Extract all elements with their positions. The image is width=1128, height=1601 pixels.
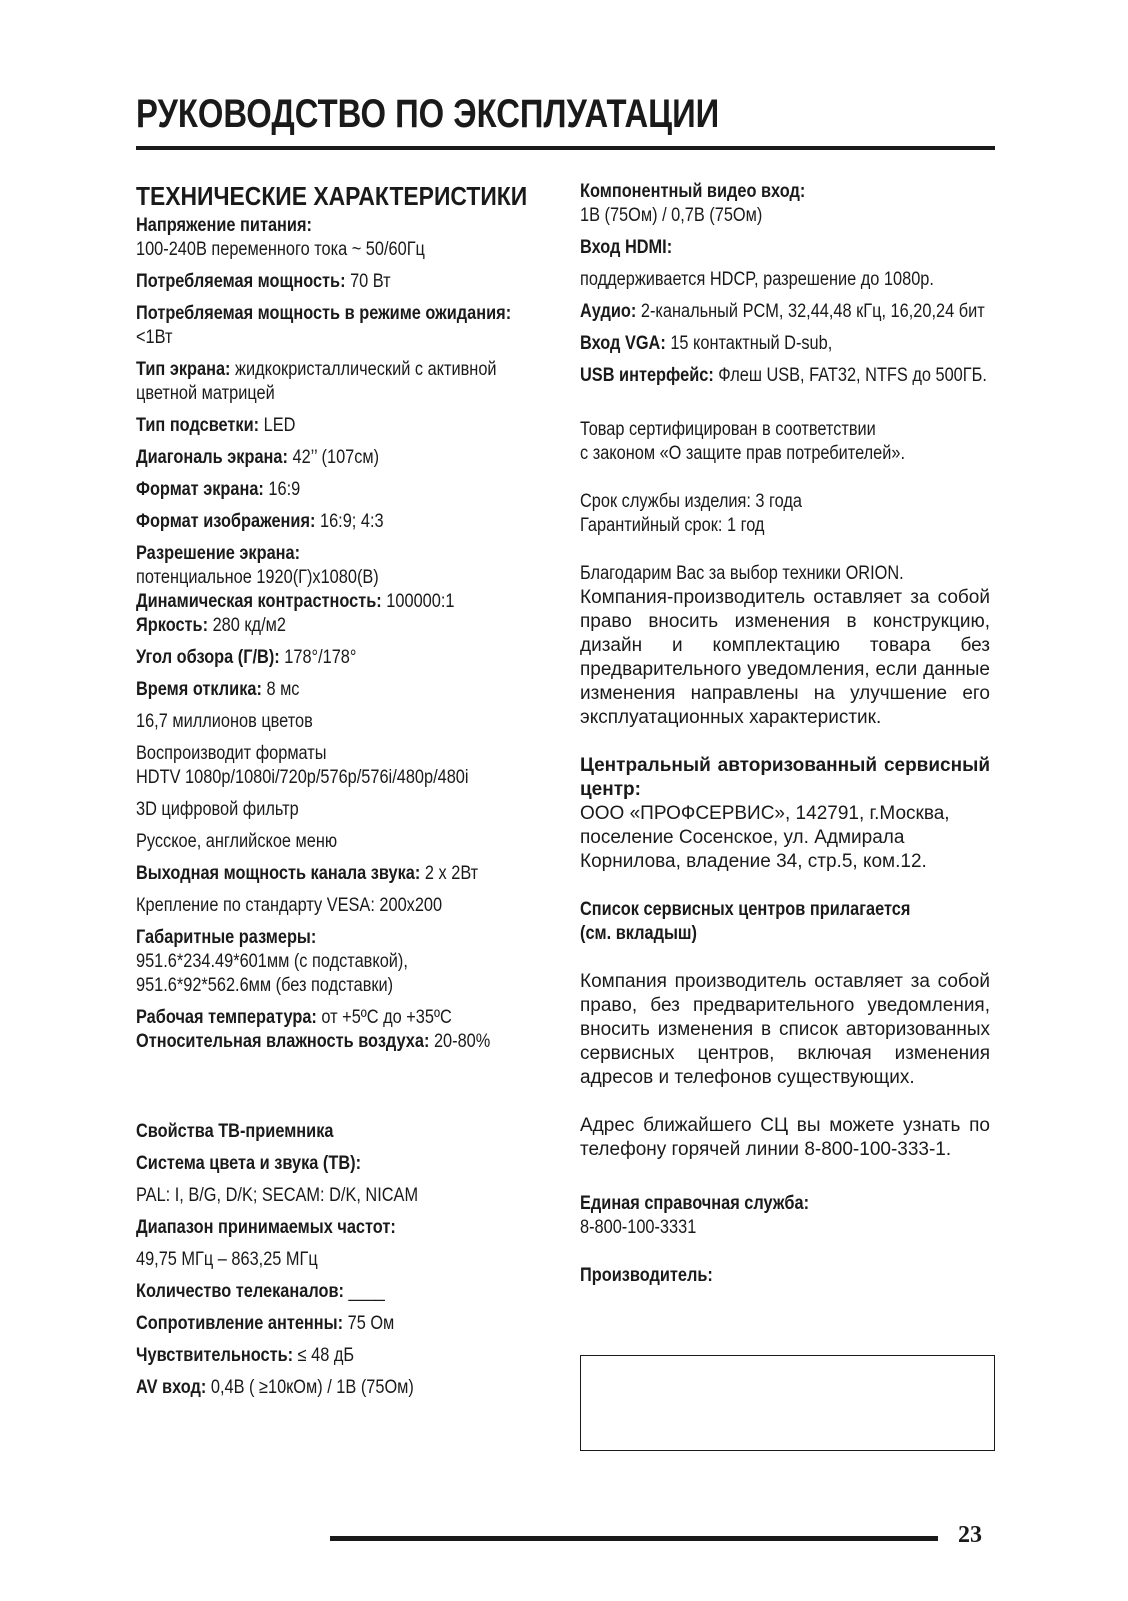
- consumption-label: Потребляемая мощность:: [136, 271, 346, 292]
- list-title-2: (см. вкладыш): [580, 923, 697, 944]
- sensitivity-label: Чувствительность:: [136, 1345, 294, 1366]
- page-title: РУКОВОДСТВО ПО ЭКСПЛУАТАЦИИ: [136, 92, 720, 136]
- resolution-value: потенциальное 1920(Г)x1080(В): [136, 567, 379, 588]
- response-row: [136, 678, 497, 702]
- screen-format-row: [136, 478, 497, 502]
- standby-label: Потребляемая мощность в режиме ожидания:: [136, 303, 512, 324]
- av-row: [136, 1376, 497, 1400]
- color-system-value: PAL: I, B/G, D/K; SECAM: D/K, NICAM: [136, 1185, 419, 1206]
- dims-value-1: 951.6*234.49*601мм (с подставкой),: [136, 951, 408, 972]
- list-text: Компания производитель оставляет за собой право, без предварительного уведомления, вносить изменения в список авторизованных сервисных центров, включая изменения адресов и телефонов существующих.: [580, 971, 990, 1088]
- thanks-text: Благодарим Вас за выбор техники ORION.: [580, 563, 904, 584]
- footer-divider: [330, 1536, 938, 1541]
- av-label: AV вход:: [136, 1377, 207, 1398]
- rights-text: Компания-производитель оставляет за собой право вносить изменения в конструкцию, дизайн и комплектацию товара без предварительного уведомления, если данные изменения направлены на улучшение его эксплуатационных характеристик.: [580, 587, 990, 728]
- usb-label: USB интерфейс:: [580, 365, 714, 386]
- life-line-2: Гарантийный срок: 1 год: [580, 515, 765, 536]
- vga-label: Вход VGA:: [580, 333, 666, 354]
- component-value: 1В (75Ом) / 0,7В (75Ом): [580, 205, 763, 226]
- sensitivity-row: [136, 1344, 497, 1368]
- menu-text: Русское, английское меню: [136, 831, 338, 852]
- service-address: ООО «ПРОФСЕРВИС», 142791, г.Москва, поселение Сосенское, ул. Адмирала Корнилова, владение 34, стр.5, ком.12.: [580, 803, 950, 872]
- antenna-row: [136, 1312, 497, 1336]
- resolution-label: Разрешение экрана:: [136, 543, 301, 564]
- page-number: 23: [958, 1522, 982, 1548]
- screen-format-label: Формат экрана:: [136, 479, 264, 500]
- usb-value: Флеш USB, FAT32, NTFS до 500ГБ.: [718, 365, 987, 386]
- vga-value: 15 контактный D-sub,: [670, 333, 833, 354]
- screen-type-value-2: цветной матрицей: [136, 383, 275, 404]
- formats-value: HDTV 1080p/1080i/720p/576p/576i/480p/480i: [136, 767, 469, 788]
- humidity-row: [136, 1030, 497, 1054]
- diagonal-value: 42’’ (107см): [292, 447, 380, 468]
- image-format-row: [136, 510, 497, 534]
- channels-row: [136, 1280, 497, 1304]
- temp-label: Рабочая температура:: [136, 1007, 317, 1028]
- colors-text: 16,7 миллионов цветов: [136, 711, 313, 732]
- freq-value: 49,75 МГц – 863,25 МГц: [136, 1249, 318, 1270]
- left-column: [136, 180, 556, 1400]
- usb-row: [580, 364, 987, 388]
- response-value: 8 мс: [266, 679, 300, 700]
- brightness-row: [136, 614, 497, 638]
- audio-out-label: Выходная мощность канала звука:: [136, 863, 421, 884]
- antenna-value: 75 Ом: [347, 1313, 395, 1334]
- backlight-value: LED: [263, 415, 296, 436]
- audio-out-row: [136, 862, 497, 886]
- manufacturer-box: [580, 1355, 995, 1451]
- antenna-label: Сопротивление антенны:: [136, 1313, 344, 1334]
- consumption-value: 70 Вт: [350, 271, 391, 292]
- sensitivity-value: ≤ 48 дБ: [297, 1345, 355, 1366]
- tv-title: Свойства ТВ-приемника: [136, 1121, 334, 1142]
- power-label: Напряжение питания:: [136, 215, 312, 236]
- dims-value-2: 951.6*92*562.6мм (без подставки): [136, 975, 394, 996]
- list-title-1: Список сервисных центров прилагается: [580, 899, 911, 920]
- backlight-row: [136, 414, 497, 438]
- diagonal-label: Диагональ экрана:: [136, 447, 288, 468]
- temp-value: от +5ºС до +35ºС: [321, 1007, 452, 1028]
- filter-text: 3D цифровой фильтр: [136, 799, 299, 820]
- manufacturer-label: Производитель:: [580, 1265, 713, 1286]
- channels-label: Количество телеканалов:: [136, 1281, 344, 1302]
- image-format-value: 16:9; 4:3: [319, 511, 384, 532]
- life-line-1: Срок службы изделия: 3 года: [580, 491, 802, 512]
- color-system-label: Система цвета и звука (ТВ):: [136, 1153, 362, 1174]
- hotline-text: Адрес ближайшего СЦ вы можете узнать по телефону горячей линии 8-800-100-333-1.: [580, 1115, 990, 1160]
- backlight-label: Тип подсветки:: [136, 415, 260, 436]
- audio-label: Аудио:: [580, 301, 637, 322]
- image-format-label: Формат изображения:: [136, 511, 316, 532]
- cert-line-1: Товар сертифицирован в соответствии: [580, 419, 876, 440]
- component-label: Компонентный видео вход:: [580, 181, 806, 202]
- angle-label: Угол обзора (Г/В):: [136, 647, 280, 668]
- consumption-row: [136, 270, 497, 294]
- screen-type-label: Тип экрана:: [136, 359, 231, 380]
- audio-value: 2-канальный PCM, 32,44,48 кГц, 16,20,24 бит: [640, 301, 985, 322]
- vesa-text: Крепление по стандарту VESA: 200x200: [136, 895, 443, 916]
- brightness-value: 280 кд/м2: [212, 615, 286, 636]
- contrast-label: Динамическая контрастность:: [136, 591, 382, 612]
- freq-label: Диапазон принимаемых частот:: [136, 1217, 396, 1238]
- right-column: [580, 180, 1000, 1288]
- hdmi-label: Вход HDMI:: [580, 237, 673, 258]
- title-divider: [136, 146, 995, 150]
- helpdesk-label: Единая справочная служба:: [580, 1193, 810, 1214]
- standby-value: <1Вт: [136, 327, 173, 348]
- dims-label: Габаритные размеры:: [136, 927, 317, 948]
- screen-format-value: 16:9: [268, 479, 301, 500]
- section-title: ТЕХНИЧЕСКИЕ ХАРАКТЕРИСТИКИ: [136, 181, 528, 211]
- hdmi-value: поддерживается HDCP, разрешение до 1080p.: [580, 269, 934, 290]
- service-title: Центральный авторизованный сервисный центр:: [580, 755, 990, 800]
- formats-label: Воспроизводит форматы: [136, 743, 327, 764]
- response-label: Время отклика:: [136, 679, 262, 700]
- helpdesk-value: 8-800-100-3331: [580, 1217, 697, 1238]
- humidity-value: 20-80%: [433, 1031, 491, 1052]
- brightness-label: Яркость:: [136, 615, 209, 636]
- temp-row: [136, 1006, 497, 1030]
- angle-value: 178°/178°: [284, 647, 357, 668]
- av-value: 0,4В ( ≥10кОм) / 1В (75Ом): [210, 1377, 414, 1398]
- screen-type-value: жидкокристаллический с активной: [235, 359, 497, 380]
- vga-row: [580, 332, 941, 356]
- cert-line-2: с законом «О защите прав потребителей».: [580, 443, 906, 464]
- audio-out-value: 2 x 2Вт: [424, 863, 479, 884]
- audio-row: [580, 300, 985, 324]
- angle-row: [136, 646, 497, 670]
- channels-value: ____: [348, 1281, 385, 1302]
- humidity-label: Относительная влажность воздуха:: [136, 1031, 430, 1052]
- screen-type-row: [136, 358, 497, 382]
- power-value: 100-240В переменного тока ~ 50/60Гц: [136, 239, 425, 260]
- diagonal-row: [136, 446, 497, 470]
- contrast-row: [136, 590, 497, 614]
- contrast-value: 100000:1: [386, 591, 455, 612]
